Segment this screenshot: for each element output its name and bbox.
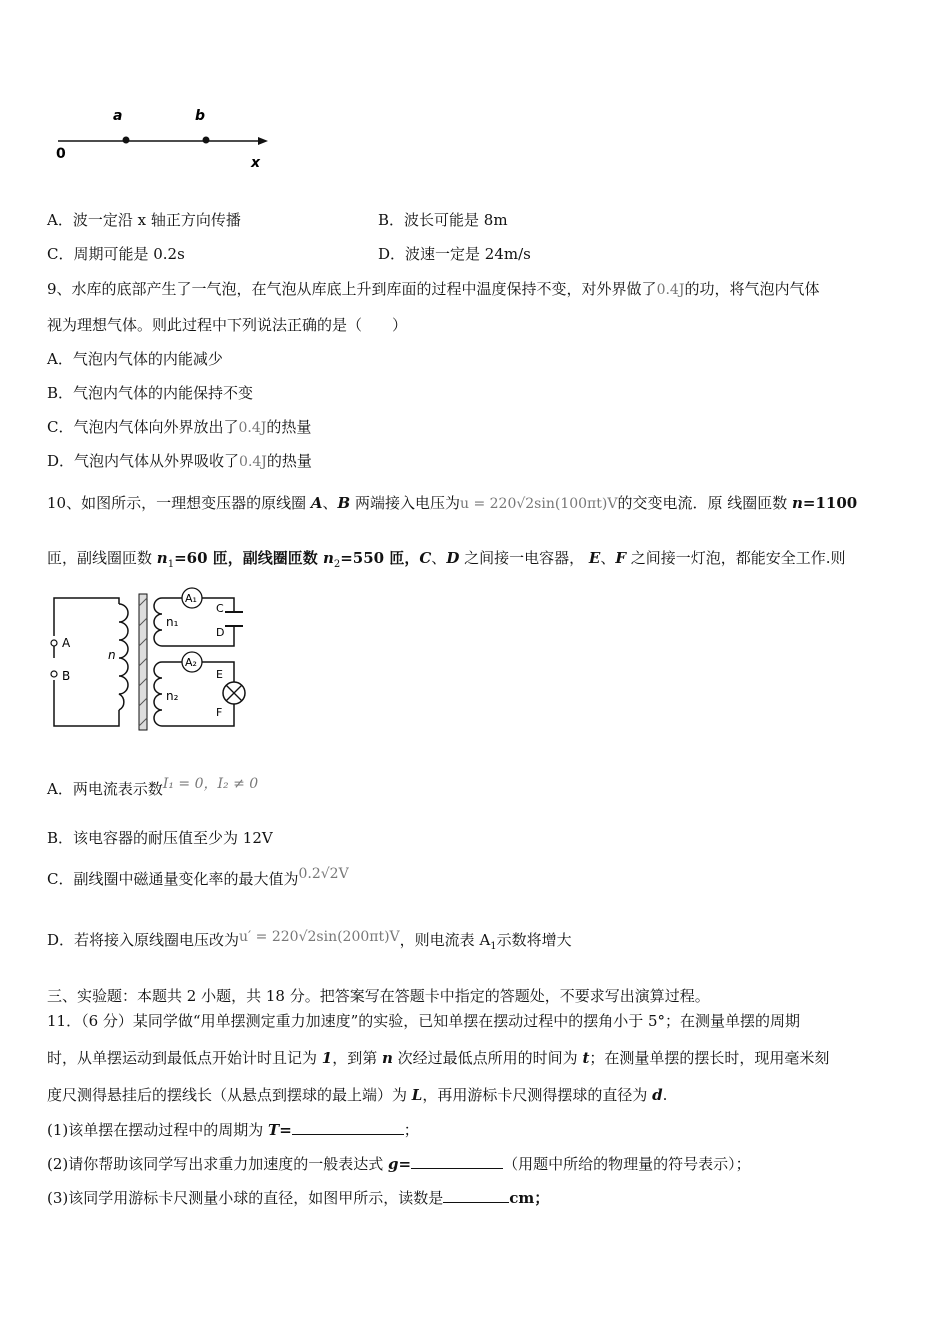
label-e: E bbox=[216, 668, 223, 681]
q11-part2: (2)请你帮助该同学写出求重力加速度的一般表达式 g= （用题中所给的物理量的符号表示）； bbox=[47, 1155, 751, 1173]
secondary-coil-2 bbox=[154, 662, 162, 726]
label-n: n bbox=[108, 648, 116, 662]
q10-option-a: A．两电流表示数I₁ = 0，I₂ ≠ 0 bbox=[47, 776, 259, 798]
q9-stem-line1: 9、水库的底部产生了一气泡，在气泡从库底上升到库面的过程中温度保持不变，对外界做了0.4J的功，将气泡内气体 bbox=[47, 280, 820, 298]
secondary-coil-1 bbox=[154, 598, 162, 646]
label-f: F bbox=[216, 706, 223, 719]
label-a2: A₂ bbox=[185, 656, 197, 669]
transformer-diagram bbox=[44, 586, 254, 732]
terminal-a bbox=[51, 640, 57, 646]
q9-option-d: D．气泡内气体从外界吸收了0.4J的热量 bbox=[47, 452, 312, 470]
label-b: b bbox=[195, 108, 206, 124]
label-x: x bbox=[251, 155, 261, 171]
q10-option-c: C．副线圈中磁通量变化率的最大值为0.2√2V bbox=[47, 866, 349, 888]
q11-stem-line2: 时，从单摆运动到最低点开始计时且记为 1，到第 n 次经过最低点所用的时间为 t；在测量单摆的摆长时，现用毫米刻 bbox=[47, 1049, 830, 1067]
primary-coil bbox=[119, 604, 128, 710]
point-b bbox=[203, 137, 210, 144]
q8-option-b: B．波长可能是 8m bbox=[378, 211, 508, 229]
q11-stem-line1: 11．（6 分）某同学做“用单摆测定重力加速度”的实验，已知单摆在摆动过程中的摆角小于 5°；在测量单摆的周期 bbox=[47, 1012, 801, 1030]
q11-part1: (1)该单摆在摆动过程中的周期为 T= ； bbox=[47, 1121, 419, 1139]
label-n1: n₁ bbox=[166, 615, 179, 629]
label-a1: A₁ bbox=[185, 592, 197, 605]
answer-blank-gravity[interactable] bbox=[411, 1154, 503, 1169]
q10-stem-line2: 匝，副线圈匝数 $n_1=60$ 匝，副线圈匝数 $n_2=550$ 匝，C、D 之间接一电容器， E、F 之间接一灯泡，都能安全工作.则 bbox=[47, 549, 846, 570]
label-d: D bbox=[216, 626, 225, 639]
label-terminal-b: B bbox=[62, 669, 71, 683]
q11-part3: (3)该同学用游标卡尺测量小球的直径，如图甲所示，读数是 cm； bbox=[47, 1189, 550, 1207]
q10-stem-line1: 10、如图所示，一理想变压器的原线圈 A、B 两端接入电压为u = 220√2sin(100πt)V的交变电流．原 线圈匝数 n=1100 bbox=[47, 494, 858, 512]
answer-blank-diameter[interactable] bbox=[443, 1188, 509, 1203]
q10-option-d: D．若将接入原线圈电压改为u′ = 220√2sin(200πt)V，则电流表 $A_1$示数将增大 bbox=[47, 929, 572, 952]
answer-blank-period[interactable] bbox=[292, 1120, 404, 1135]
terminal-b bbox=[51, 671, 57, 677]
q9-option-a: A．气泡内气体的内能减少 bbox=[47, 350, 223, 368]
x-axis-arrow bbox=[258, 137, 268, 145]
q9-energy: 0.4J bbox=[656, 282, 685, 298]
point-a bbox=[123, 137, 130, 144]
q8-option-c: C．周期可能是 0.2s bbox=[47, 245, 185, 263]
section-3-heading: 三、实验题：本题共 2 小题，共 18 分。把答案写在答题卡中指定的答题处，不要求写出演算过程。 bbox=[47, 987, 710, 1005]
label-a: a bbox=[113, 108, 123, 124]
primary-wire bbox=[54, 598, 119, 726]
label-n2: n₂ bbox=[166, 689, 179, 703]
q8-option-d: D．波速一定是 24m/s bbox=[378, 245, 531, 263]
q10-voltage: u = 220√2sin(100πt)V bbox=[459, 496, 618, 512]
q11-stem-line3: 度尺测得悬挂后的摆线长（从悬点到摆球的最上端）为 L，再用游标卡尺测得摆球的直径为 d. bbox=[47, 1086, 668, 1104]
label-c: C bbox=[216, 602, 224, 615]
q9-option-c: C．气泡内气体向外界放出了0.4J的热量 bbox=[47, 418, 312, 436]
label-terminal-a: A bbox=[62, 636, 71, 650]
q9-option-b: B．气泡内气体的内能保持不变 bbox=[47, 384, 254, 402]
label-origin: 0 bbox=[56, 146, 66, 162]
axis-figure bbox=[50, 100, 280, 175]
q10-option-b: B．该电容器的耐压值至少为 12V bbox=[47, 829, 273, 847]
q9-stem-line2: 视为理想气体。则此过程中下列说法正确的是（ ） bbox=[47, 316, 408, 334]
q8-option-a: A．波一定沿 x 轴正方向传播 bbox=[47, 211, 241, 229]
